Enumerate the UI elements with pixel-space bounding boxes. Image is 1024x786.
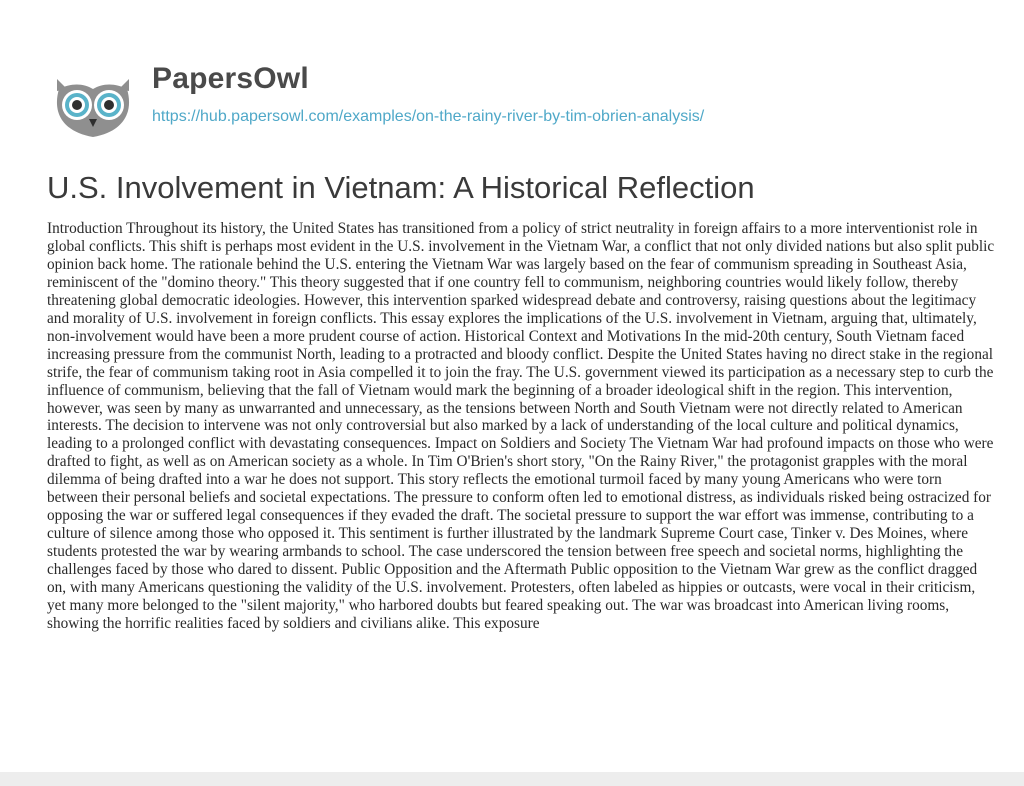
- page-title: U.S. Involvement in Vietnam: A Historical Reflection: [47, 170, 755, 205]
- source-url-link[interactable]: https://hub.papersowl.com/examples/on-the-rainy-river-by-tim-obrien-analysis/: [152, 108, 705, 125]
- owl-logo-icon: [45, 65, 141, 141]
- bottom-bar: [0, 772, 1024, 786]
- essay-body-text: Introduction Throughout its history, the United States has transitioned from a policy of strict neutrality in foreign affairs to a more interventionist role in global conflicts. This shift is perhaps most evident in the U.S. involvement in the Vietnam War, a conflict that not only divided nations but also split public opinion back home. The rationale behind the U.S. entering the Vietnam War was largely based on the fear of communism spreading in Southeast Asia, reminiscent of the "domino theory." This theory suggested that if one country fell to communism, neighboring countries would likely follow, thereby threatening global democratic ideologies. However, this intervention sparked widespread debate and controversy, raising questions about the legitimacy and morality of U.S. involvement in foreign conflicts. This essay explores the implications of the U.S. involvement in Vietnam, arguing that, ultimately, non-involvement would have been a more prudent course of action. Historical Context and Motivations In the mid-20th century, South Vietnam faced increasing pressure from the communist North, leading to a protracted and bloody conflict. Despite the United States having no direct stake in the regional strife, the fear of communism taking root in Asia compelled it to join the fray. The U.S. government viewed its participation as a necessary step to curb the influence of communism, believing that the fall of Vietnam would mark the beginning of a broader ideological shift in the region. This intervention, however, was seen by many as unwarranted and unnecessary, as the tensions between North and South Vietnam were not directly related to American interests. The decision to intervene was not only controversial but also marked by a lack of understanding of the local culture and political dynamics, leading to a prolonged conflict with devastating consequences. Impact on Soldiers and Society The Vietnam War had profound impacts on those who were drafted to fight, as well as on American society as a whole. In Tim O'Brien's short story, "On the Rainy River," the protagonist grapples with the moral dilemma of being drafted into a war he does not support. This story reflects the emotional turmoil faced by many young Americans who were torn between their personal beliefs and societal expectations. The pressure to conform often led to emotional distress, as individuals risked being ostracized for opposing the war or suffered legal consequences if they evaded the draft. The societal pressure to support the war effort was immense, contributing to a culture of silence among those who opposed it. This sentiment is further illustrated by the landmark Supreme Court case, Tinker v. Des Moines, where students protested the war by wearing armbands to school. The case underscored the tension between free speech and societal norms, highlighting the challenges faced by those who dared to dissent. Public Opposition and the Aftermath Public opposition to the Vietnam War grew as the conflict dragged on, with many Americans questioning the validity of the U.S. involvement. Protesters, often labeled as hippies or outcasts, were vocal in their criticism, yet many more belonged to the "silent majority," who harbored doubts but feared speaking out. The war was broadcast into American living rooms, showing the horrific realities faced by soldiers and civilians alike. This exposure: [47, 220, 995, 632]
- brand-name: PapersOwl: [152, 62, 309, 95]
